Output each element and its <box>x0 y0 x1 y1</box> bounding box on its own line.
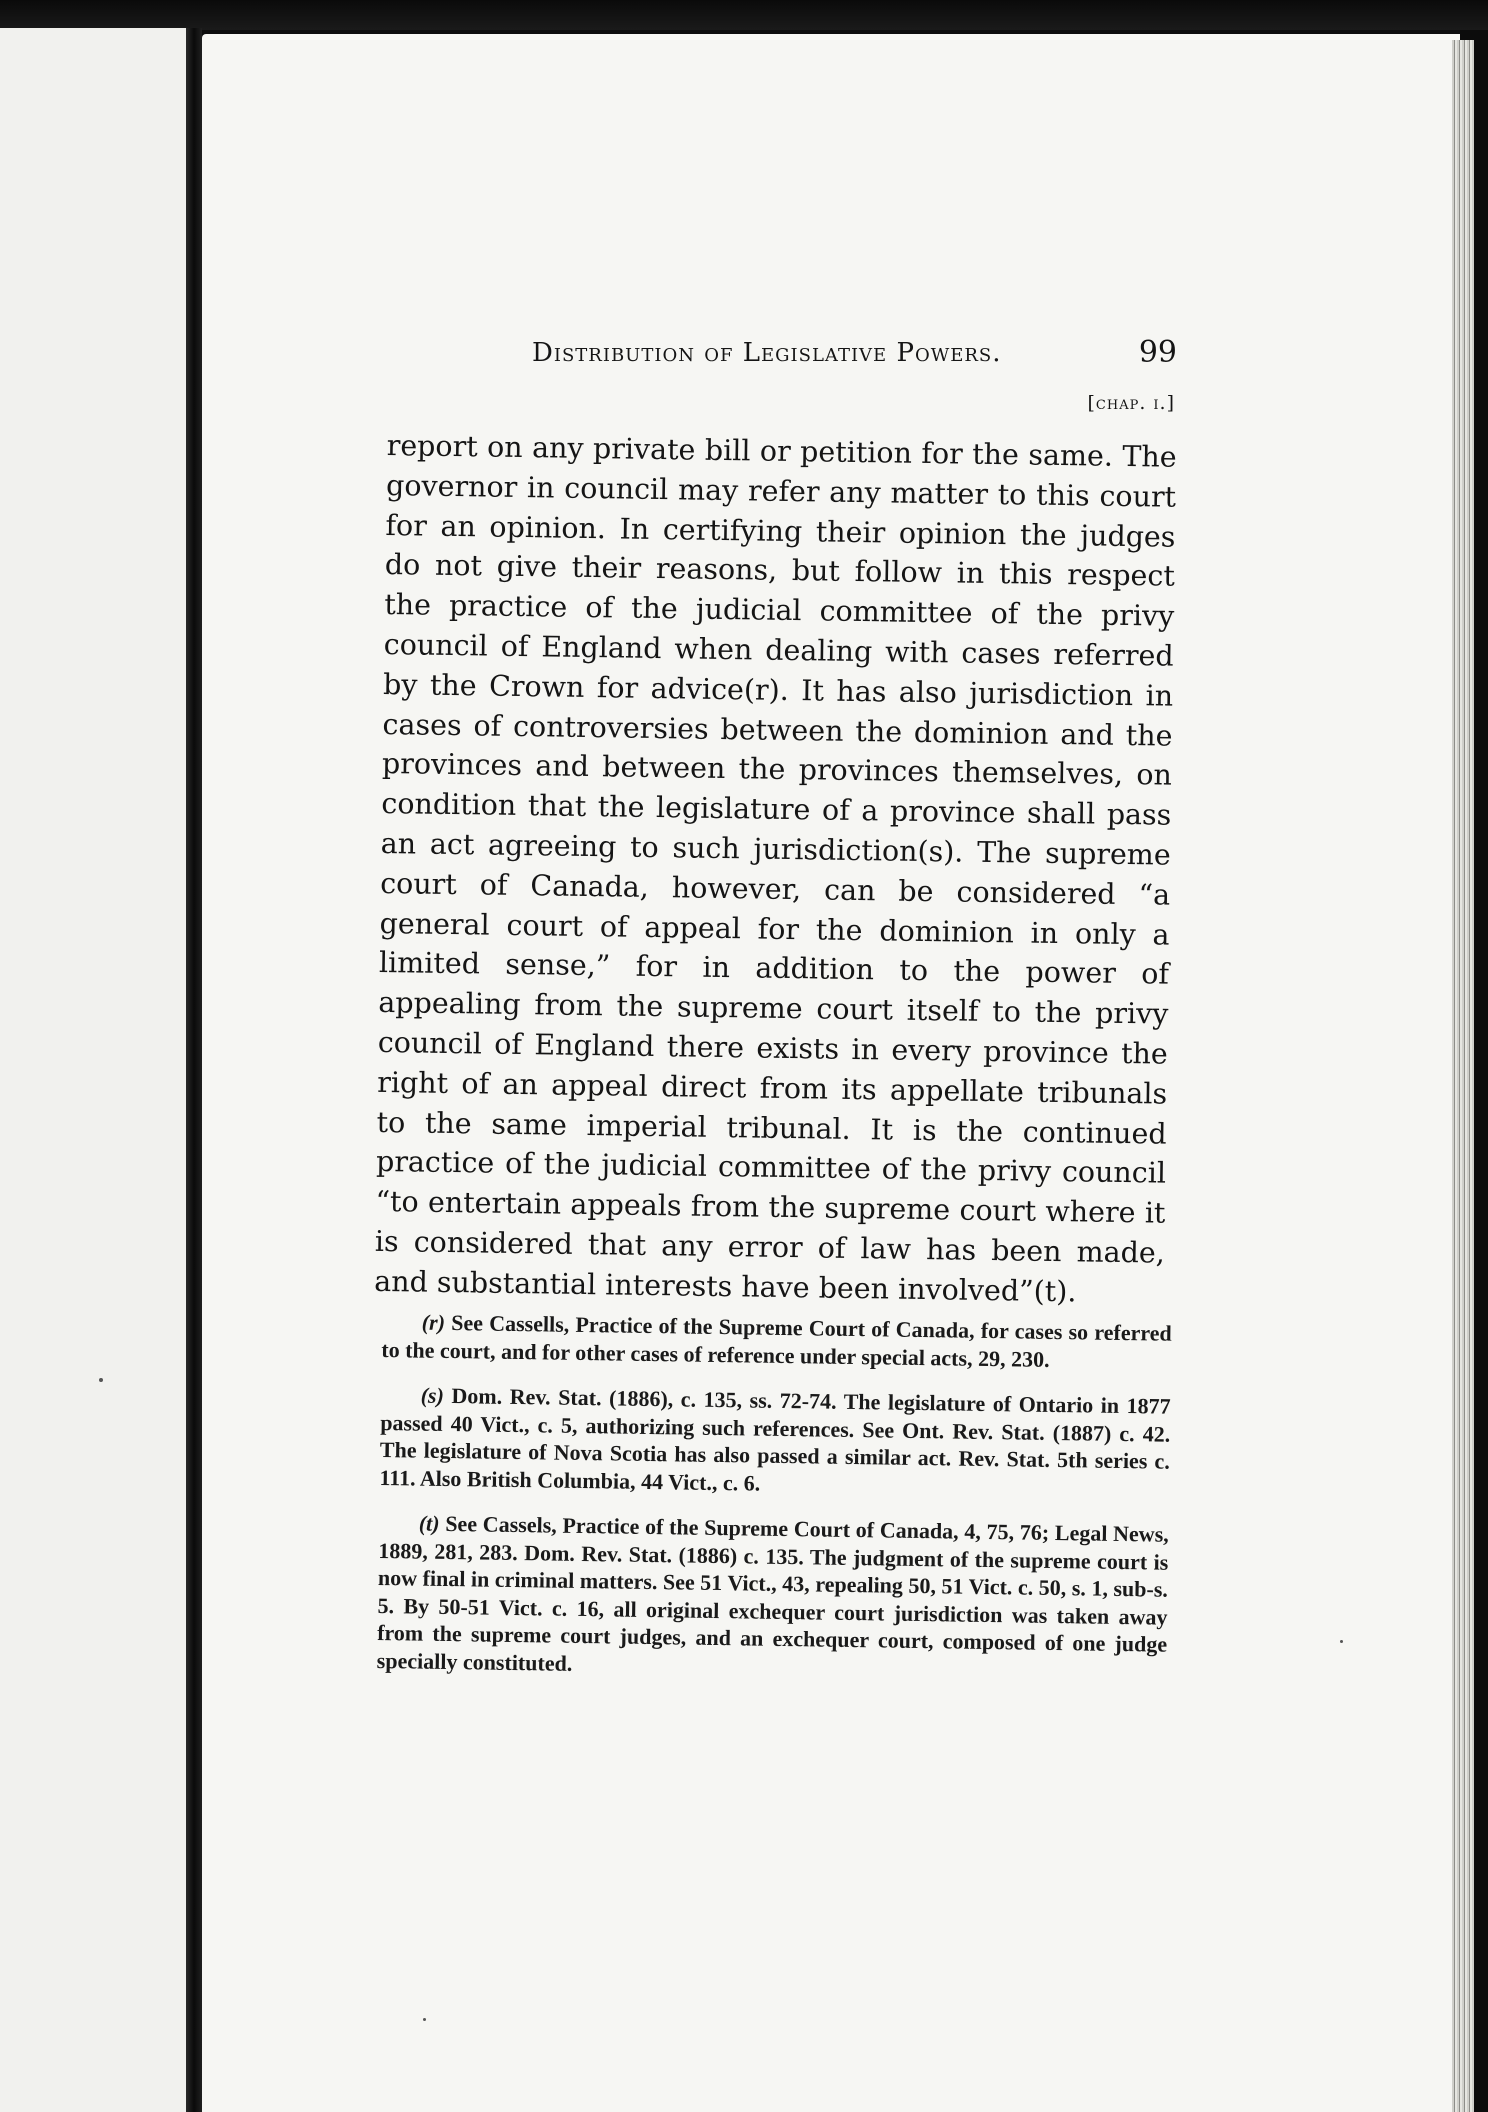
footnotes <box>376 1308 1172 1704</box>
dust-speck <box>423 2018 426 2021</box>
footnote-mark: (s) <box>420 1382 445 1408</box>
footnote-mark: (r) <box>421 1309 446 1335</box>
page-number: 99 <box>1138 335 1177 370</box>
footnote-r <box>381 1308 1172 1375</box>
footnote-t <box>377 1509 1169 1686</box>
chapter-marker: [chap. i.] <box>1087 392 1175 414</box>
book-gutter <box>186 28 202 2112</box>
dust-speck <box>99 1378 103 1382</box>
footnote-text: See Cassels, Practice of the Supreme Court of Canada, 4, 75, 76; Legal News, 1889, 281, 283. Dom. Rev. Stat. (1886) c. 135. The judgment of the supreme court is now final in criminal matters. See 51 Vict., 43, repealing 50, 51 Vict. c. 50, s. 1, sub-s. 5. By 50-51 Vict. c. 16, all original exchequer court jurisdiction was taken away from the supreme court judges, and an exchequer court, composed of one judge specially constituted. <box>376 1510 1169 1676</box>
page-edges <box>1452 40 1474 2112</box>
running-head-title: Distribution of Legislative Powers. <box>532 338 1002 368</box>
footnote-mark: (t) <box>418 1510 440 1536</box>
footnote-text: Dom. Rev. Stat. (1886), c. 135, ss. 72-74. The legislature of Ontario in 1877 passed 40 Vict., c. 5, authorizing such references. See Ont. Rev. Stat. (1887) c. 42. The legislature of Nova Scotia has also passed a similar act. Rev. Stat. 5th series c. 111. Also British Columbia, 44 Vict., c. 6. <box>379 1383 1171 1496</box>
page-content <box>374 335 1177 1676</box>
running-head <box>382 335 1177 396</box>
footnote-text: See Cassells, Practice of the Supreme Court of Canada, for cases so referred to the court, and for other cases of reference under special acts, 29, 230. <box>381 1310 1172 1372</box>
scan-top-border <box>0 0 1488 30</box>
footnote-s <box>379 1381 1171 1503</box>
dust-speck <box>1340 1640 1343 1643</box>
left-facing-page <box>0 28 186 2112</box>
body-paragraph: report on any private bill or petition for the same. The governor in council may refer any matter to this court for an opinion. In certifying their opinion the judges do not give their reasons, but follow in this respect the practice of the judicial committee of the privy council of England when dealing with cases referred by the Crown for advice(r). It has also jurisdiction in cases of controversies between the dominion and the provinces and between the provinces themselves, on condition that the legislature of a province shall pass an act agreeing to such jurisdiction(s). The supreme court of Canada, however, can be considered “a general court of appeal for the dominion in only a limited sense,” for in addition to the power of appealing from the supreme court itself to the privy council of England there exists in every province the right of an appeal direct from its appellate tribunals to the same imperial tribunal. It is the continued practice of the judicial committee of the privy council “to entertain appeals from the supreme court where it is considered that any error of law has been made, and substantial interests have been involved”(t). <box>374 428 1177 1309</box>
body-text <box>374 426 1177 1313</box>
